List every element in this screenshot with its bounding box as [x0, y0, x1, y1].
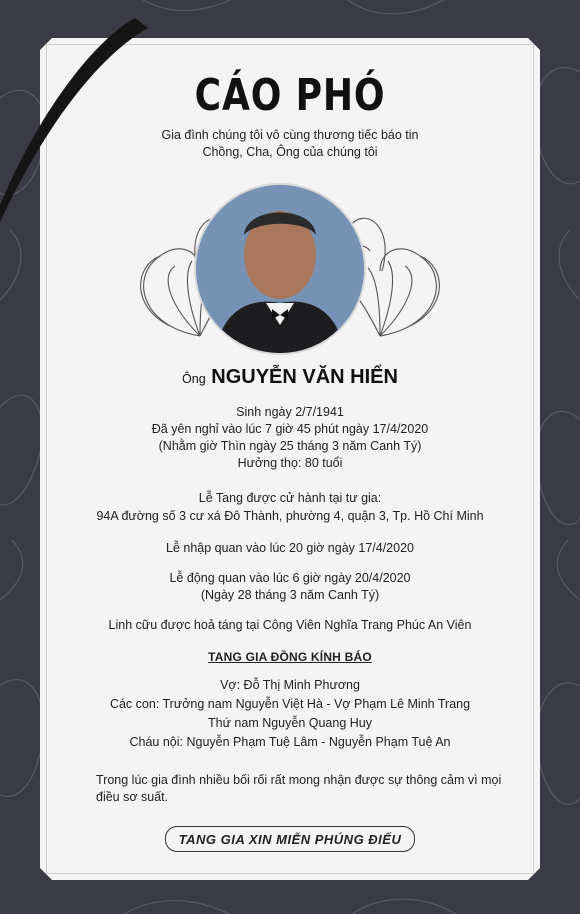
death-date: Đã yên nghỉ vào lúc 7 giờ 45 phút ngày 17/4/2020 [151, 422, 429, 436]
no-condolence-gifts-stamp [165, 826, 415, 852]
closing-message: Trong lúc gia đình nhiều bối rối rất mong nhận được sự thông cảm vì mọi điều sơ suất. [96, 773, 502, 804]
ceremony-location-label: Lễ Tang được cử hành tại tư gia: [198, 491, 382, 505]
ceremony-address: 94A đường số 3 cư xá Đô Thành, phường 4, quận 3, Tp. Hồ Chí Minh [96, 509, 484, 523]
procession-lunar-date: (Ngày 28 tháng 3 năm Canh Tý) [200, 588, 380, 602]
lunar-death-date: (Nhằm giờ Thìn ngày 25 tháng 3 năm Canh Tý) [158, 439, 422, 453]
deceased-name-line [40, 366, 540, 389]
age-at-death: Hưởng thọ: 80 tuổi [237, 456, 343, 470]
intro-line-2: Chồng, Cha, Ông của chúng tôi [202, 145, 378, 159]
stamp-text: TANG GIA XIN MIỄN PHÚNG ĐIẾU [178, 831, 402, 847]
portrait-photo [196, 185, 364, 353]
grandchildren-line: Cháu nội: Nguyễn Phạm Tuệ Lâm - Nguyễn Phạm Tuệ An [129, 735, 451, 749]
page-title: CÁO PHÓ [194, 70, 386, 121]
birth-date: Sinh ngày 2/7/1941 [236, 405, 344, 419]
encoffin-time: Lễ nhập quan vào lúc 20 giờ ngày 17/4/2020 [166, 541, 414, 555]
cremation-location: Linh cữu được hoả táng tại Công Viên Nghĩa Trang Phúc An Viên [108, 618, 472, 632]
children-line-1: Các con: Trưởng nam Nguyễn Việt Hà - Vợ Phạm Lê Minh Trang [109, 697, 471, 711]
intro-line-1: Gia đình chúng tôi vô cùng thương tiếc báo tin [161, 128, 419, 142]
name-prefix: Ông [182, 372, 206, 386]
wife-name: Vợ: Đỗ Thị Minh Phương [220, 678, 360, 692]
children-line-2: Thứ nam Nguyễn Quang Huy [207, 716, 372, 730]
family-heading: TANG GIA ĐỒNG KÍNH BÁO [208, 650, 372, 664]
deceased-name: NGUYỄN VĂN HIỂN [211, 366, 398, 388]
procession-time: Lễ động quan vào lúc 6 giờ ngày 20/4/2020 [169, 571, 411, 585]
